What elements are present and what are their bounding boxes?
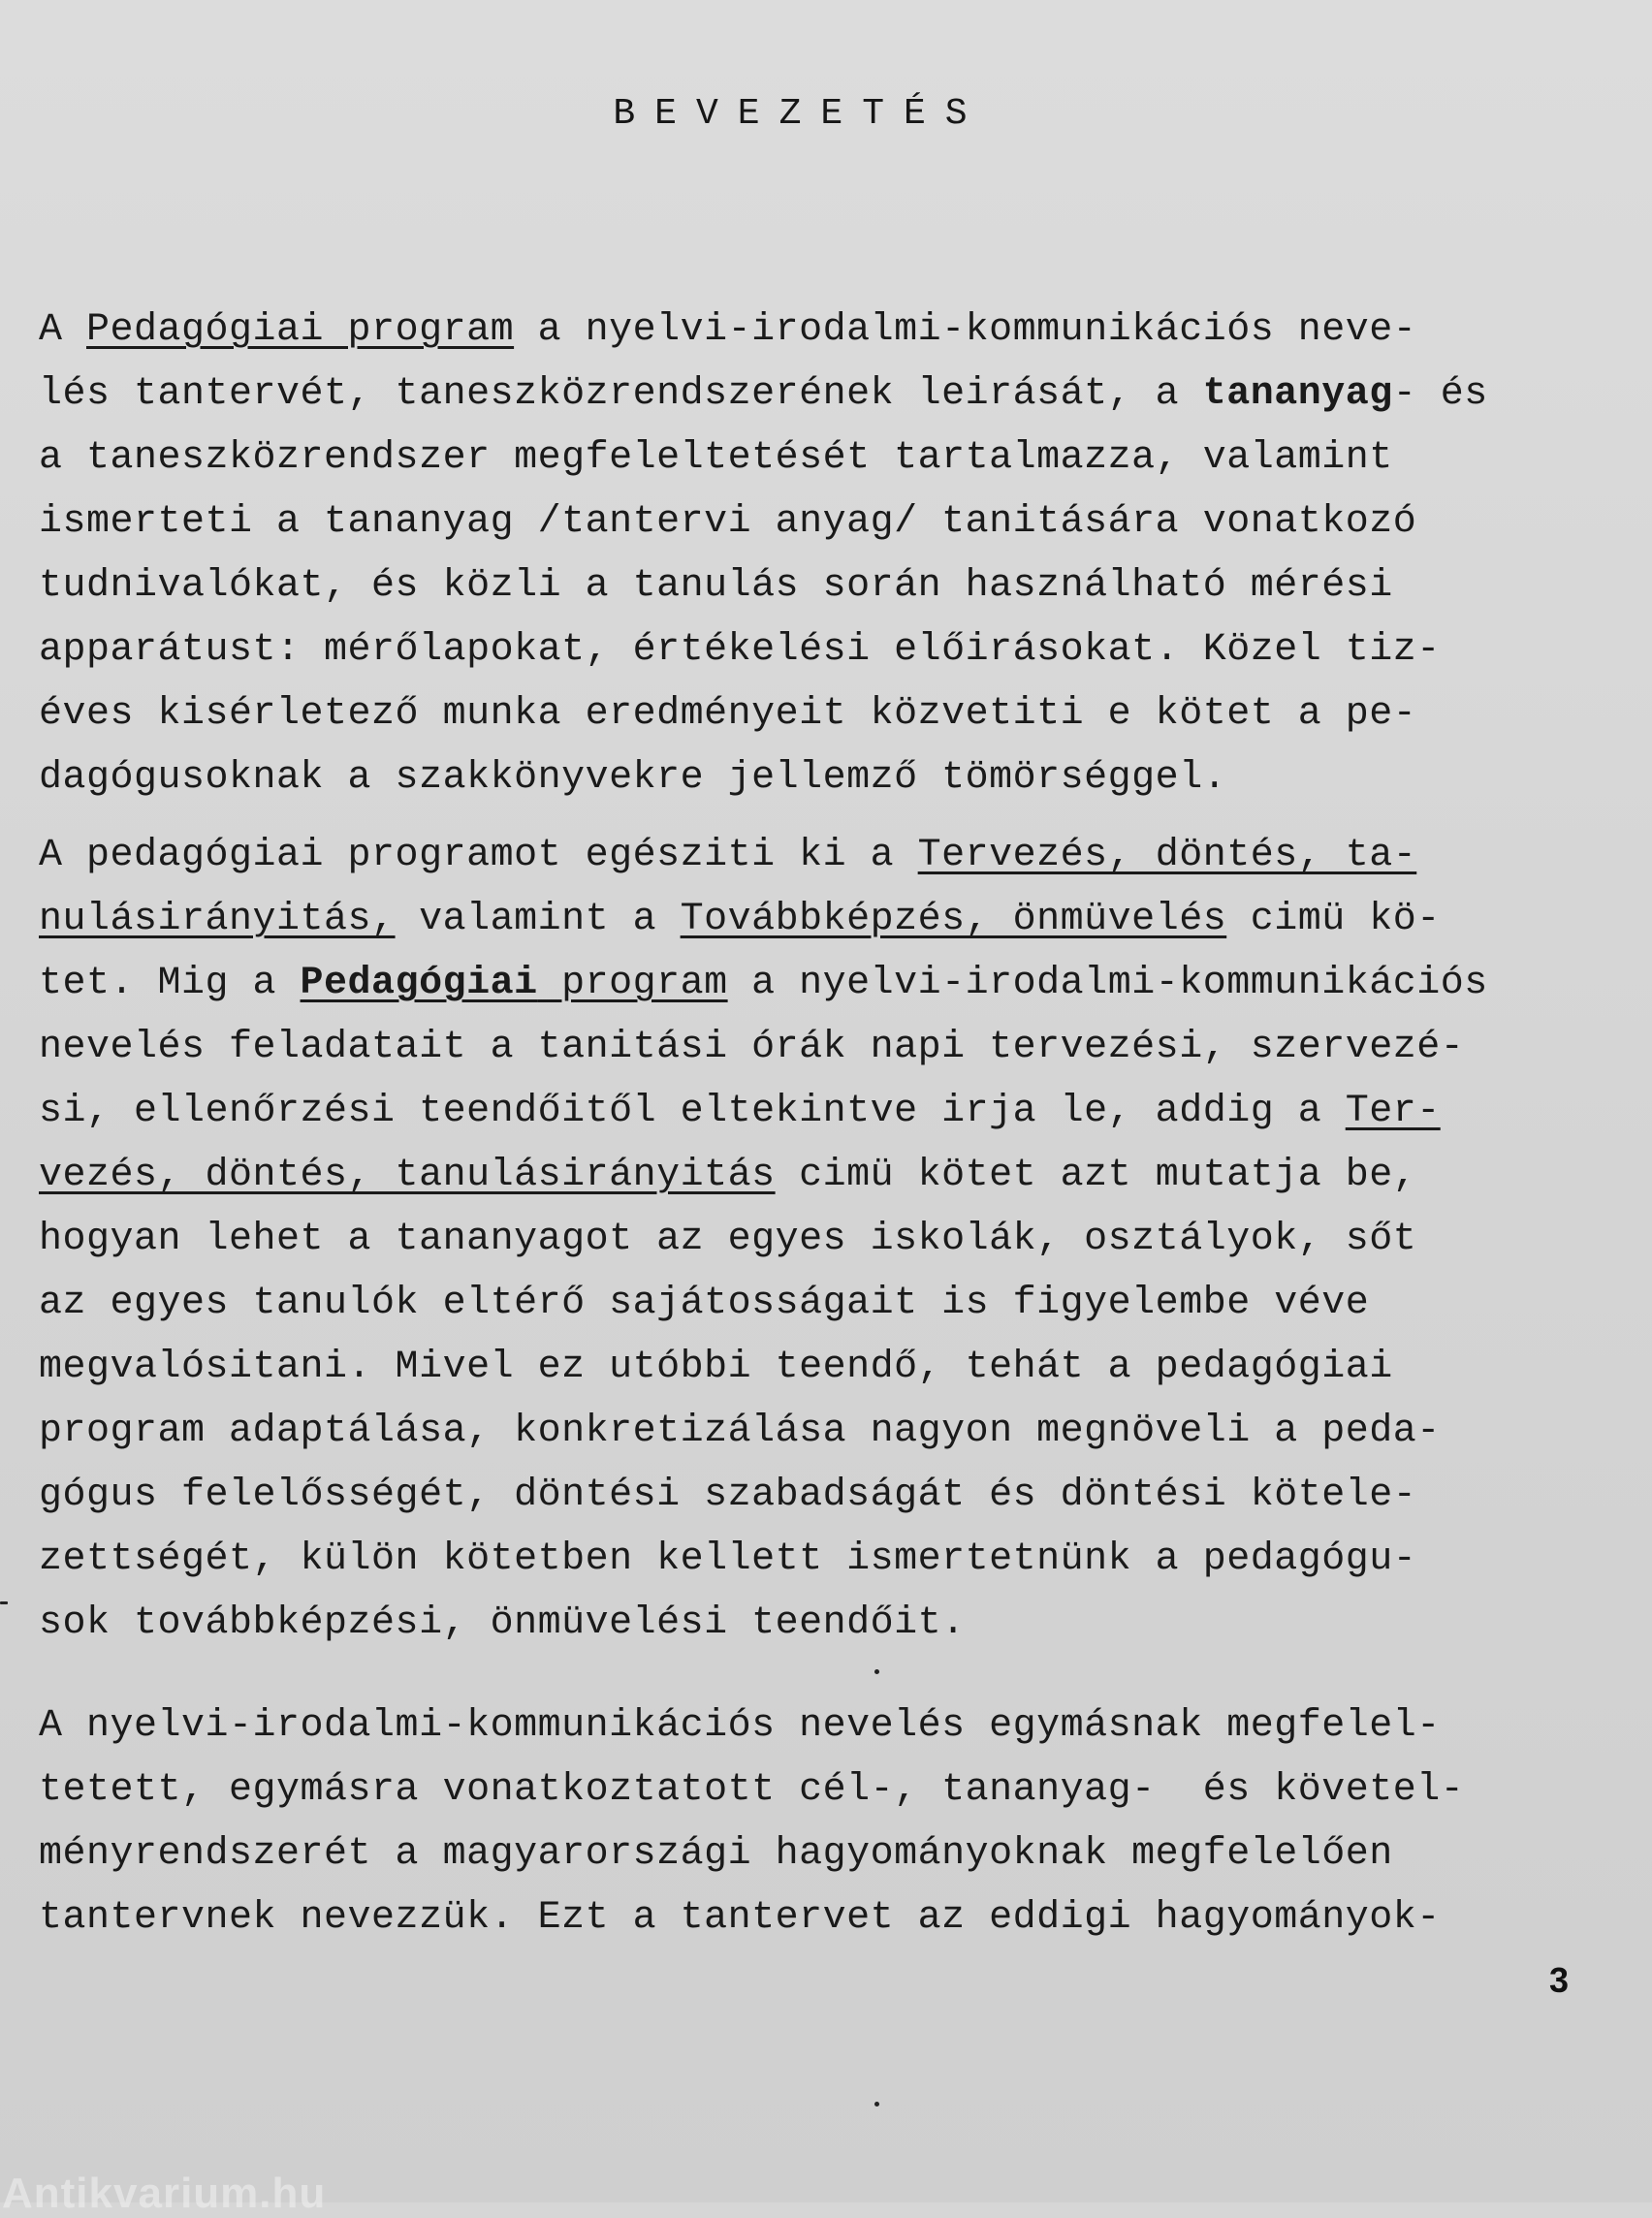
underlined-title-segment: Pedagógiai program	[86, 308, 515, 352]
text-line	[39, 491, 1629, 554]
paper-speck	[874, 1669, 879, 1674]
paragraph-3	[39, 1695, 1629, 1950]
underlined-title-segment: Továbbképzés, önmüvelés	[680, 898, 1227, 941]
text-segment: tantervnek nevezzük. Ezt a tantervet az eddigi hagyományok-	[39, 1896, 1441, 1940]
paper-speck	[0, 1601, 8, 1604]
text-line	[39, 1759, 1629, 1822]
text-line	[39, 952, 1629, 1016]
watermark: Antikvarium.hu	[2, 2170, 327, 2217]
paper-speck	[874, 2102, 879, 2107]
text-line	[39, 1464, 1629, 1528]
text-segment: A	[39, 308, 87, 352]
text-line	[39, 1144, 1629, 1208]
text-line	[39, 1272, 1629, 1336]
text-segment: dagógusoknak a szakkönyvekre jellemző tömörséggel.	[39, 756, 1227, 800]
text-segment: a nyelvi-irodalmi-kommunikációs neve-	[514, 308, 1417, 352]
text-line	[39, 746, 1629, 810]
text-segment: cimü kö-	[1226, 898, 1441, 941]
text-segment: megvalósitani. Mivel ez utóbbi teendő, tehát a pedagógiai	[39, 1346, 1393, 1389]
text-segment: gógus felelősségét, döntési szabadságát és döntési kötele-	[39, 1473, 1417, 1517]
text-segment: tetett, egymásra vonatkoztatott cél-, tananyag- és követel-	[39, 1768, 1465, 1812]
text-line	[39, 1592, 1629, 1656]
text-segment: lés tantervét, taneszközrendszerének leirását, a	[39, 372, 1203, 416]
text-segment: ményrendszerét a magyarországi hagyományoknak megfelelően	[39, 1832, 1393, 1876]
text-segment: A pedagógiai programot egésziti ki a	[39, 834, 918, 877]
text-line	[39, 1016, 1629, 1080]
underlined-title-segment: nulásirányitás,	[39, 898, 396, 941]
underlined-title-segment: vezés, döntés, tanulásirányitás	[39, 1154, 776, 1197]
text-segment: a nyelvi-irodalmi-kommunikációs	[727, 962, 1488, 1005]
text-segment: A nyelvi-irodalmi-kommunikációs nevelés egymásnak megfelel-	[39, 1704, 1441, 1748]
text-segment: cimü kötet azt mutatja be,	[775, 1154, 1417, 1197]
text-segment: apparátust: mérőlapokat, értékelési előirásokat. Közel tiz-	[39, 628, 1441, 672]
page-number: 3	[1549, 1960, 1570, 2000]
text-line	[39, 682, 1629, 746]
text-segment: éves kisérletező munka eredményeit közvetiti e kötet a pe-	[39, 692, 1417, 736]
text-segment: si, ellenőrzési teendőitől eltekintve irja le, addig a	[39, 1090, 1346, 1133]
text-line	[39, 1822, 1629, 1886]
text-line	[39, 554, 1629, 618]
text-line	[39, 363, 1629, 427]
text-segment: ismerteti a tananyag /tantervi anyag/ tanitására vonatkozó	[39, 500, 1417, 544]
underlined-title-segment: Ter-	[1345, 1090, 1441, 1133]
text-line	[39, 1886, 1629, 1950]
text-segment: - és	[1392, 372, 1488, 416]
underlined-title-segment: program	[537, 962, 728, 1005]
paragraph-2	[39, 824, 1629, 1656]
text-line	[39, 1528, 1629, 1592]
text-line	[39, 1208, 1629, 1272]
text-line	[39, 824, 1629, 888]
text-segment: hogyan lehet a tananyagot az egyes iskolák, osztályok, sőt	[39, 1218, 1417, 1261]
text-line	[39, 888, 1629, 952]
text-segment: valamint a	[395, 898, 681, 941]
text-segment: sok továbbképzési, önmüvelési teendőit.	[39, 1601, 966, 1645]
text-line	[39, 618, 1629, 682]
text-line	[39, 1400, 1629, 1464]
paragraph-1	[39, 299, 1629, 810]
underlined-title-segment: Pedagógiai	[300, 962, 538, 1005]
text-segment: tudnivalókat, és közli a tanulás során használható mérési	[39, 564, 1393, 608]
text-line	[39, 1336, 1629, 1400]
text-segment: tananyag	[1202, 372, 1393, 416]
text-segment: tet. Mig a	[39, 962, 301, 1005]
text-line	[39, 299, 1629, 363]
text-segment: nevelés feladatait a tanitási órák napi tervezési, szervezé-	[39, 1026, 1465, 1069]
page-title: BEVEZETÉS	[613, 93, 987, 135]
text-line	[39, 427, 1629, 491]
text-line	[39, 1080, 1629, 1144]
underlined-title-segment: Tervezés, döntés, ta-	[917, 834, 1417, 877]
text-segment: a taneszközrendszer megfeleltetését tartalmazza, valamint	[39, 436, 1393, 480]
text-segment: zettségét, külön kötetben kellett ismertetnünk a pedagógu-	[39, 1537, 1417, 1581]
text-segment: az egyes tanulók eltérő sajátosságait is figyelembe véve	[39, 1282, 1370, 1325]
text-line	[39, 1695, 1629, 1759]
text-segment: program adaptálása, konkretizálása nagyon megnöveli a peda-	[39, 1410, 1441, 1453]
